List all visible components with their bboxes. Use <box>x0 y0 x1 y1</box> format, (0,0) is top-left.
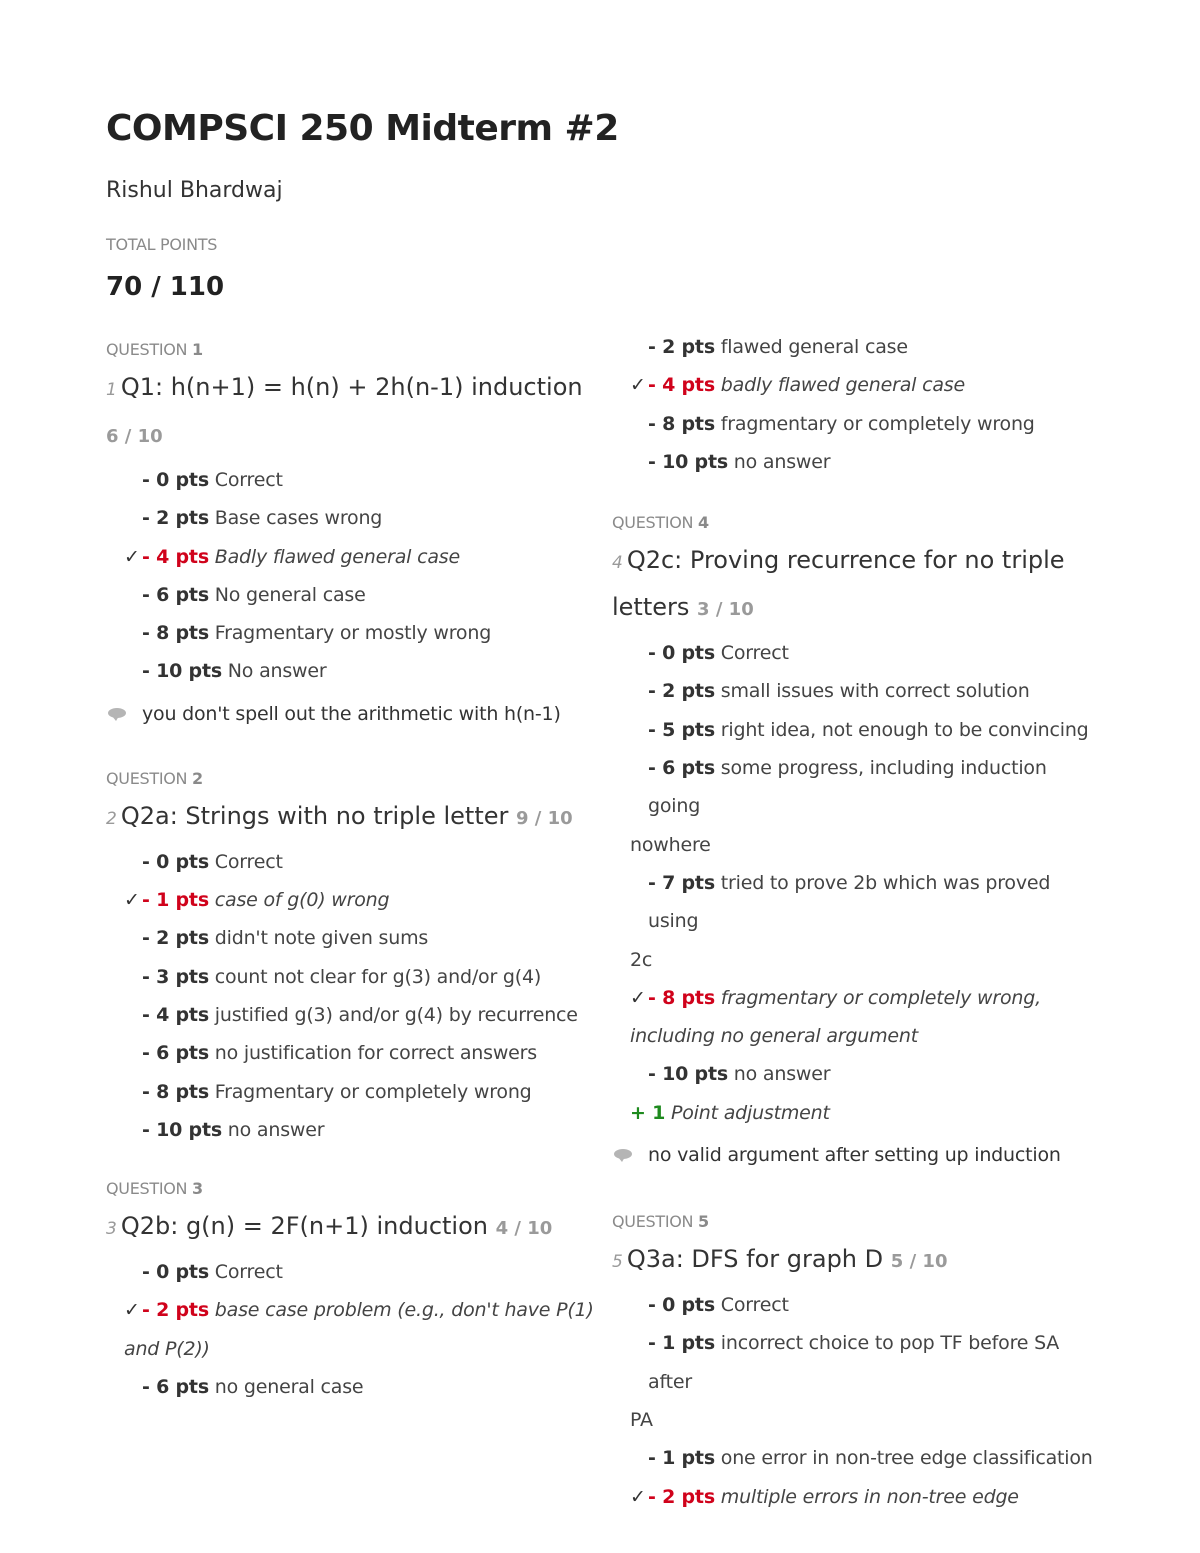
rubric-item: - 6 pts some progress, including induction going <box>648 757 1047 818</box>
rubric-item-continued: 2c <box>630 948 653 971</box>
grader-comment: you don't spell out the arithmetic with h(n-1) <box>106 699 596 729</box>
rubric-item: - 8 pts Fragmentary or completely wrong <box>142 1080 532 1103</box>
rubric-item: - 4 pts justified g(3) and/or g(4) by recurrence <box>142 1003 578 1026</box>
rubric-item-applied: ✓ - 2 pts base case problem (e.g., don't have P(1) <box>106 1291 596 1329</box>
rubric-list <box>106 1253 596 1406</box>
question-score: 4 / 10 <box>495 1218 553 1240</box>
question-number: 4 <box>612 553 623 574</box>
question-label: QUESTION 1 <box>106 340 203 359</box>
question-number: 3 <box>106 1219 117 1240</box>
rubric-item: - 5 pts right idea, not enough to be convincing <box>648 718 1089 741</box>
comment-bubble-icon <box>614 1149 632 1159</box>
question-title: 4 Q2c: Proving recurrence for no triple letters 3 / 10 <box>612 546 1065 622</box>
checkmark-icon: ✓ <box>124 1299 140 1322</box>
rubric-item: - 0 pts Correct <box>648 642 789 665</box>
right-column <box>612 328 1102 1516</box>
question-label: QUESTION 2 <box>106 768 203 788</box>
point-adjustment: + 1 Point adjustment <box>630 1101 830 1124</box>
question-score: 5 / 10 <box>890 1251 948 1273</box>
rubric-list <box>106 461 596 691</box>
total-points-label: TOTAL POINTS <box>106 235 218 254</box>
question-label: QUESTION 3 <box>106 1179 203 1199</box>
question-score: 9 / 10 <box>516 807 573 829</box>
rubric-item-applied: ✓ - 4 pts Badly flawed general case <box>106 538 596 576</box>
question-title: 5 Q3a: DFS for graph D 5 / 10 <box>612 1245 948 1274</box>
rubric-item-continued: nowhere <box>630 833 711 856</box>
rubric-item: - 6 pts No general case <box>142 583 366 606</box>
rubric-item: - 1 pts incorrect choice to pop TF before SA after <box>648 1332 1060 1393</box>
rubric-item: - 2 pts small issues with correct solution <box>648 680 1030 703</box>
rubric-item: - 10 pts no answer <box>142 1118 325 1141</box>
rubric-item-continued: and P(2)) <box>124 1337 210 1360</box>
question-number: 2 <box>106 808 117 829</box>
rubric-item: - 8 pts fragmentary or completely wrong <box>648 412 1035 435</box>
rubric-list-continued <box>612 328 1102 481</box>
rubric-item-applied: ✓ - 1 pts case of g(0) wrong <box>106 881 596 919</box>
rubric-item: - 10 pts No answer <box>142 660 327 683</box>
rubric-item: - 6 pts no justification for correct answers <box>142 1042 537 1065</box>
checkmark-icon: ✓ <box>630 374 646 397</box>
rubric-item: - 7 pts tried to prove 2b which was proved using <box>648 871 1051 933</box>
checkmark-icon: ✓ <box>630 1485 646 1508</box>
rubric-item: - 2 pts Base cases wrong <box>142 507 383 530</box>
rubric-item-applied: ✓ - 4 pts badly flawed general case <box>612 366 1102 404</box>
grader-comment: no valid argument after setting up induction <box>612 1140 1102 1170</box>
rubric-item: - 6 pts no general case <box>142 1376 364 1399</box>
rubric-item: - 0 pts Correct <box>648 1294 789 1317</box>
rubric-item: - 10 pts no answer <box>648 450 831 473</box>
comment-bubble-icon <box>108 708 126 718</box>
rubric-item: - 0 pts Correct <box>142 850 283 873</box>
rubric-item-applied: ✓ - 8 pts fragmentary or completely wrong, <box>612 979 1102 1017</box>
question-score: 6 / 10 <box>106 426 163 447</box>
left-column <box>106 340 596 1406</box>
rubric-item: - 0 pts Correct <box>142 469 283 491</box>
checkmark-icon: ✓ <box>124 889 140 912</box>
rubric-list <box>106 843 596 1149</box>
rubric-item: - 8 pts Fragmentary or mostly wrong <box>142 622 492 645</box>
rubric-list <box>612 634 1102 1132</box>
rubric-item: - 0 pts Correct <box>142 1261 283 1284</box>
rubric-item: - 2 pts didn't note given sums <box>142 927 429 950</box>
rubric-item-continued: PA <box>630 1408 653 1431</box>
document-title: COMPSCI 250 Midterm #2 <box>106 108 619 149</box>
checkmark-icon: ✓ <box>630 986 646 1009</box>
checkmark-icon: ✓ <box>124 545 140 568</box>
question-label: QUESTION 5 <box>612 1212 709 1232</box>
question-number: 5 <box>612 1252 623 1273</box>
question-title: 2 Q2a: Strings with no triple letter 9 / 10 <box>106 801 573 830</box>
total-points-score: 70 / 110 <box>106 272 225 302</box>
question-title: 1 Q1: h(n+1) = h(n) + 2h(n-1) induction 6 / 10 <box>106 373 583 447</box>
student-name: Rishul Bhardwaj <box>106 178 283 203</box>
question-label: QUESTION 4 <box>612 513 709 533</box>
rubric-item: - 2 pts flawed general case <box>648 336 908 358</box>
rubric-item: - 1 pts one error in non-tree edge classification <box>648 1447 1093 1470</box>
rubric-item: - 3 pts count not clear for g(3) and/or g(4) <box>142 965 542 988</box>
rubric-list <box>612 1286 1102 1516</box>
question-number: 1 <box>106 380 117 400</box>
rubric-item-continued: including no general argument <box>630 1025 918 1048</box>
rubric-item-applied: ✓ - 2 pts multiple errors in non-tree edge <box>612 1478 1102 1516</box>
rubric-item: - 10 pts no answer <box>648 1063 831 1086</box>
question-title: 3 Q2b: g(n) = 2F(n+1) induction 4 / 10 <box>106 1212 553 1241</box>
question-score: 3 / 10 <box>697 599 754 621</box>
